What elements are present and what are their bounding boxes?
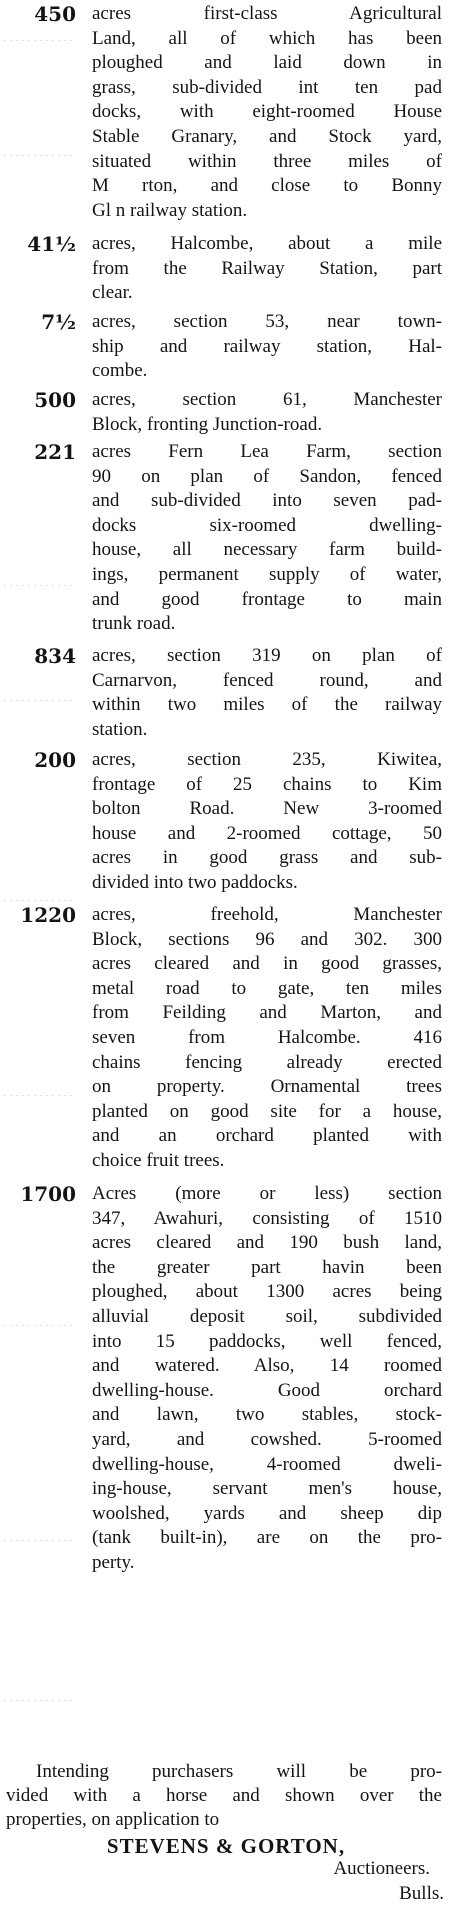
- listing-description: [92, 748, 442, 896]
- description-line: acres, section 53, near town-: [92, 311, 442, 332]
- description-line: within two miles of the railway: [92, 694, 442, 716]
- description-line: metal road to gate, ten miles: [92, 977, 442, 999]
- description-line: grass, sub-divided int ten pad: [92, 76, 442, 98]
- bleed-mark: [4, 585, 74, 586]
- acreage-figure: 1220: [20, 903, 76, 927]
- description-line: frontage of 25 chains to Kim: [92, 773, 442, 795]
- bleed-mark: [4, 700, 74, 701]
- listing-description: [92, 2, 442, 223]
- description-line: acres cleared and in good grasses,: [92, 953, 442, 975]
- description-line: seven from Halcombe. 416: [92, 1026, 442, 1048]
- description-line: acres in good grass and sub-: [92, 847, 442, 869]
- description-line: from Feilding and Marton, and: [92, 1002, 442, 1024]
- listing-description: [92, 644, 442, 742]
- acreage-figure: 500: [34, 388, 76, 412]
- description-line: the greater part havin been: [92, 1256, 442, 1278]
- acreage-figure: 1700: [20, 1182, 76, 1206]
- description-line: on property. Ornamental trees: [92, 1076, 442, 1098]
- description-line: dwelling-house, 4-roomed dweli-: [92, 1453, 442, 1475]
- description-line: acres, section 61, Manchester: [92, 389, 442, 410]
- listing-description: [92, 1182, 442, 1576]
- description-line: planted on good site for a house,: [92, 1100, 442, 1122]
- description-line: docks six-roomed dwelling-: [92, 514, 442, 536]
- listing-description: [92, 903, 442, 1174]
- firm-location: Bulls.: [399, 1883, 444, 1904]
- description-line: chains fencing already erected: [92, 1051, 442, 1073]
- bleed-mark: [4, 1325, 74, 1326]
- acreage-figure: 200: [34, 748, 76, 772]
- description-line: dwelling-house. Good orchard: [92, 1379, 442, 1401]
- description-line: acres, Halcombe, about a mile: [92, 233, 442, 254]
- description-line: ship and railway station, Hal-: [92, 335, 442, 357]
- description-line: trunk road.: [92, 613, 176, 635]
- firm-role: Auctioneers.: [333, 1858, 430, 1879]
- description-line: acres cleared and 190 bush land,: [92, 1232, 442, 1254]
- description-line: and sub-divided into seven pad-: [92, 490, 442, 512]
- bleed-mark: [4, 900, 74, 901]
- description-line: ing-house, servant men's house,: [92, 1478, 442, 1500]
- description-line: station.: [92, 718, 148, 740]
- bleed-mark: [4, 155, 74, 156]
- description-line: ploughed, about 1300 acres being: [92, 1281, 442, 1303]
- notice-line: properties, on application to: [6, 1809, 220, 1830]
- description-line: divided into two paddocks.: [92, 871, 298, 893]
- description-line: choice fruit trees.: [92, 1149, 225, 1171]
- description-line: yard, and cowshed. 5-roomed: [92, 1428, 442, 1450]
- description-line: acres, freehold, Manchester: [92, 904, 442, 925]
- description-line: acres Fern Lea Farm, section: [92, 441, 442, 462]
- bleed-mark: [4, 1095, 74, 1096]
- description-line: clear.: [92, 282, 133, 304]
- acreage-figure: 834: [34, 644, 76, 668]
- description-line: acres first-class Agricultural: [92, 3, 442, 24]
- listing-description: [92, 388, 442, 437]
- description-line: (tank built-in), are on the pro-: [92, 1527, 442, 1549]
- description-line: from the Railway Station, part: [92, 257, 442, 279]
- description-line: and lawn, two stables, stock-: [92, 1404, 442, 1426]
- listing-description: [92, 310, 442, 384]
- bleed-mark: [4, 1540, 74, 1541]
- acreage-figure: 450: [34, 2, 76, 26]
- description-line: Block, fronting Junction-road.: [92, 413, 323, 435]
- description-line: acres, section 235, Kiwitea,: [92, 749, 442, 770]
- description-line: Acres (more or less) section: [92, 1183, 442, 1204]
- firm-name: STEVENS & GORTON,: [106, 1834, 346, 1858]
- description-line: 90 on plan of Sandon, fenced: [92, 465, 442, 487]
- description-line: M rton, and close to Bonny: [92, 175, 442, 197]
- description-line: docks, with eight-roomed House: [92, 101, 442, 123]
- description-line: ings, permanent supply of water,: [92, 563, 442, 585]
- description-line: bolton Road. New 3-roomed: [92, 798, 442, 820]
- description-line: and good frontage to main: [92, 588, 442, 610]
- description-line: alluvial deposit soil, subdivided: [92, 1305, 442, 1327]
- description-line: and an orchard planted with: [92, 1125, 442, 1147]
- description-line: Land, all of which has been: [92, 27, 442, 49]
- listing-description: [92, 232, 442, 306]
- purchaser-notice: [6, 1760, 442, 1832]
- description-line: acres, section 319 on plan of: [92, 645, 442, 666]
- description-line: Stable Granary, and Stock yard,: [92, 125, 442, 147]
- description-line: into 15 paddocks, well fenced,: [92, 1330, 442, 1352]
- description-line: Block, sections 96 and 302. 300: [92, 928, 442, 950]
- description-line: house and 2-roomed cottage, 50: [92, 822, 442, 844]
- description-line: situated within three miles of: [92, 150, 442, 172]
- description-line: 347, Awahuri, consisting of 1510: [92, 1207, 442, 1229]
- description-line: Gl n railway station.: [92, 199, 248, 221]
- acreage-figure: 41½: [27, 232, 76, 256]
- acreage-figure: 221: [34, 440, 76, 464]
- notice-line: vided with a horse and shown over the: [6, 1785, 442, 1806]
- notice-line: Intending purchasers will be pro-: [36, 1761, 442, 1782]
- acreage-figure: 7½: [41, 310, 76, 334]
- description-line: and watered. Also, 14 roomed: [92, 1355, 442, 1377]
- description-line: house, all necessary farm build-: [92, 539, 442, 561]
- description-line: ploughed and laid down in: [92, 52, 442, 74]
- description-line: perty.: [92, 1551, 135, 1573]
- bleed-mark: [4, 40, 74, 41]
- description-line: combe.: [92, 360, 148, 382]
- description-line: Carnarvon, fenced round, and: [92, 669, 442, 691]
- bleed-mark: [4, 1700, 74, 1701]
- description-line: woolshed, yards and sheep dip: [92, 1502, 442, 1524]
- listing-description: [92, 440, 442, 637]
